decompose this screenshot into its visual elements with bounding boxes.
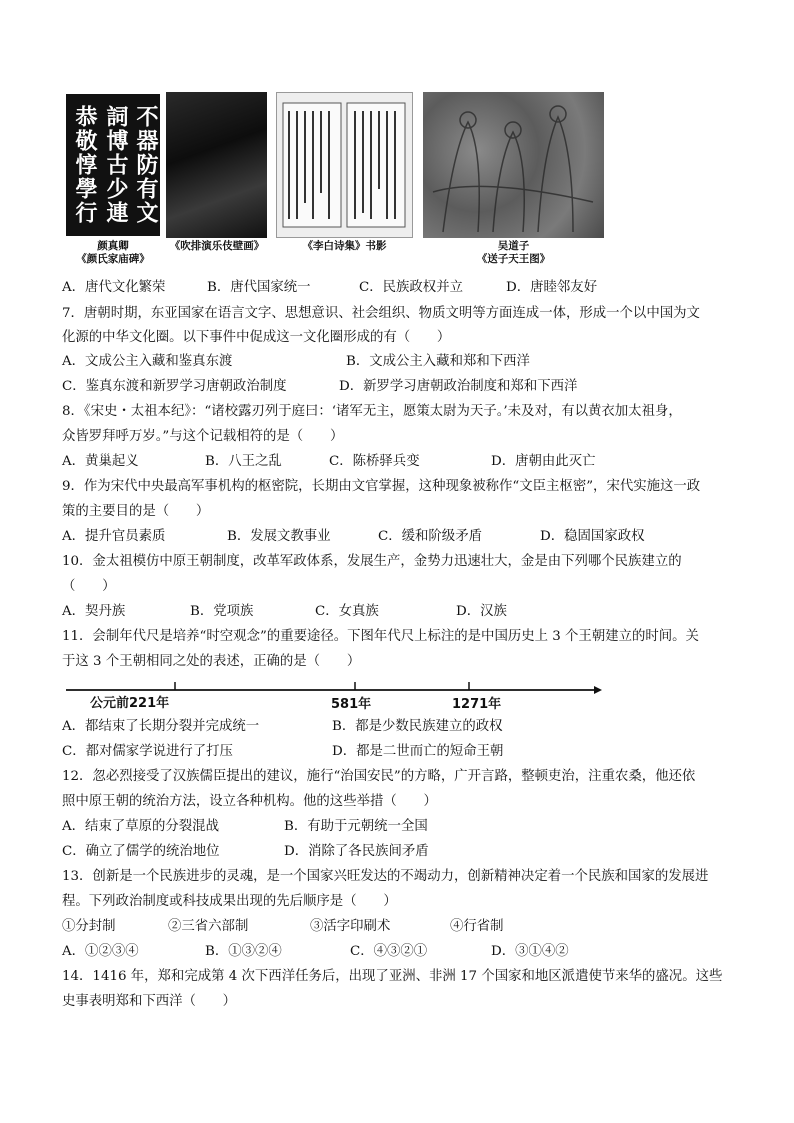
- mural-image: [166, 92, 267, 238]
- calligraphy-image: [66, 94, 160, 236]
- q6-option-d[interactable]: D．唐睦邻友好: [506, 280, 598, 295]
- q12-option-c[interactable]: C．确立了儒学的统治地位: [62, 844, 220, 859]
- q10-option-d[interactable]: D．汉族: [456, 604, 507, 619]
- painting-figures-graphic: [423, 92, 604, 238]
- caption-title: 《李白诗集》书影: [302, 240, 387, 252]
- q9-option-a[interactable]: A．提升官员素质: [62, 529, 166, 544]
- q7-option-a[interactable]: A．文成公主入藏和鉴真东渡: [62, 354, 233, 369]
- q10-option-b[interactable]: B．党项族: [190, 604, 254, 619]
- q8-option-a[interactable]: A．黄巢起义: [62, 454, 139, 469]
- q9-option-d[interactable]: D．稳固国家政权: [540, 529, 645, 544]
- q10-stem-line2: （ ）: [62, 579, 116, 594]
- q10-option-a[interactable]: A．契丹族: [62, 604, 126, 619]
- q12-option-d[interactable]: D．消除了各民族间矛盾: [284, 844, 429, 859]
- caption-title: 《吹排演乐伎壁画》: [169, 240, 265, 252]
- q14-stem-line1: 14．1416 年，郑和完成第 4 次下西洋任务后，出现了亚洲、非洲 17 个国家和地区派遣使节来华的盛况。这些: [62, 969, 723, 984]
- q11-option-c[interactable]: C．都对儒家学说进行了打压: [62, 744, 233, 759]
- q6-option-a[interactable]: A．唐代文化繁荣: [62, 280, 166, 295]
- caption-mural: [150, 240, 284, 253]
- q8-stem-line2: 众皆罗拜呼万岁。”与这个记载相符的是（ ）: [62, 429, 344, 444]
- painting-image: [423, 92, 604, 238]
- calligraphy-column-3: 不器防有文: [133, 105, 159, 225]
- timeline-label-1271: 1271年: [452, 697, 502, 712]
- q13-item-4: ④行省制: [450, 919, 504, 934]
- timeline-label-221bc: 公元前221年: [90, 696, 170, 711]
- q8-option-c[interactable]: C．陈桥驿兵变: [329, 454, 420, 469]
- caption-author: 颜真卿: [97, 240, 129, 252]
- q10-option-c[interactable]: C．女真族: [315, 604, 379, 619]
- timeline-label-581: 581年: [331, 697, 372, 712]
- q11-stem-line2: 于这 3 个王朝相同之处的表述，正确的是（ ）: [62, 654, 361, 669]
- q9-stem-line1: 9．作为宋代中央最高军事机构的枢密院，长期由文官掌握，这种现象被称作“文臣主枢密”，宋代实施这一政: [62, 479, 701, 494]
- q12-option-a[interactable]: A．结束了草原的分裂混战: [62, 819, 219, 834]
- q12-stem-line1: 12．忽必烈接受了汉族儒臣提出的建议，施行“治国安民”的方略，广开言路，整顿吏治，注重农桑，他还依: [62, 769, 696, 784]
- q11-option-d[interactable]: D．都是二世而亡的短命王朝: [332, 744, 504, 759]
- q7-option-b[interactable]: B．文成公主入藏和郑和下西洋: [346, 354, 530, 369]
- q13-item-3: ③活字印刷术: [310, 919, 391, 934]
- q12-option-b[interactable]: B．有助于元朝统一全国: [284, 819, 428, 834]
- caption-title: 《颜氏家庙碑》: [76, 253, 150, 265]
- q13-option-c[interactable]: C．④③②①: [350, 944, 428, 959]
- caption-painting: [423, 240, 604, 266]
- q10-stem-line1: 10．金太祖模仿中原王朝制度，改革军政体系，发展生产，金势力迅速壮大，金是由下列哪个民族建立的: [62, 554, 682, 569]
- q13-option-b[interactable]: B．①③②④: [205, 944, 282, 959]
- q9-option-b[interactable]: B．发展文教事业: [227, 529, 331, 544]
- q8-option-b[interactable]: B．八王之乱: [205, 454, 282, 469]
- q14-stem-line2: 史事表明郑和下西洋（ ）: [62, 994, 237, 1009]
- caption-calligraphy: [66, 240, 160, 266]
- book-pages-graphic: [277, 93, 412, 237]
- q9-stem-line2: 策的主要目的是（ ）: [62, 504, 210, 519]
- q6-option-c[interactable]: C．民族政权并立: [359, 280, 463, 295]
- q13-option-a[interactable]: A．①②③④: [62, 944, 139, 959]
- caption-author: 吴道子: [497, 240, 530, 252]
- calligraphy-column-2: 詞博古少連: [103, 105, 129, 225]
- q8-option-d[interactable]: D．唐朝由此灭亡: [491, 454, 596, 469]
- q13-stem-line2: 程。下列政治制度或科技成果出现的先后顺序是（ ）: [62, 894, 397, 909]
- q13-item-2: ②三省六部制: [168, 919, 249, 934]
- q7-option-c[interactable]: C．鉴真东渡和新罗学习唐朝政治制度: [62, 379, 287, 394]
- book-image: [276, 92, 413, 238]
- q11-stem-line1: 11．会制年代尺是培养“时空观念”的重要途径。下图年代尺上标注的是中国历史上 3 个王朝建立的时间。关: [62, 629, 699, 644]
- q13-item-1: ①分封制: [62, 919, 116, 934]
- q12-stem-line2: 照中原王朝的统治方法，设立各种机构。他的这些举措（ ）: [62, 794, 437, 809]
- caption-book: [276, 240, 413, 253]
- q13-stem-line1: 13．创新是一个民族进步的灵魂，是一个国家兴旺发达的不竭动力，创新精神决定着一个民族和国家的发展进: [62, 869, 709, 884]
- q8-stem-line1: 8．《宋史・太祖本纪》：“诸校露刃列于庭曰：‘诸军无主，愿策太尉为天子。’未及对，有以黄衣加太祖身，: [62, 404, 682, 419]
- q7-stem-line1: 7．唐朝时期，东亚国家在语言文字、思想意识、社会组织、物质文明等方面连成一体，形成一个以中国为文: [62, 306, 700, 321]
- q13-option-d[interactable]: D．③①④②: [491, 944, 569, 959]
- caption-title: 《送子天王图》: [476, 253, 551, 265]
- q7-stem-line2: 化源的中华文化圈。以下事件中促成这一文化圈形成的有（ ）: [62, 330, 451, 345]
- q6-option-b[interactable]: B．唐代国家统一: [207, 280, 311, 295]
- q11-option-a[interactable]: A．都结束了长期分裂并完成统一: [62, 719, 260, 734]
- q7-option-d[interactable]: D．新罗学习唐朝政治制度和郑和下西洋: [339, 379, 578, 394]
- calligraphy-column-1: 恭敬惇學行: [72, 105, 98, 225]
- q11-option-b[interactable]: B．都是少数民族建立的政权: [332, 719, 503, 734]
- q9-option-c[interactable]: C．缓和阶级矛盾: [378, 529, 482, 544]
